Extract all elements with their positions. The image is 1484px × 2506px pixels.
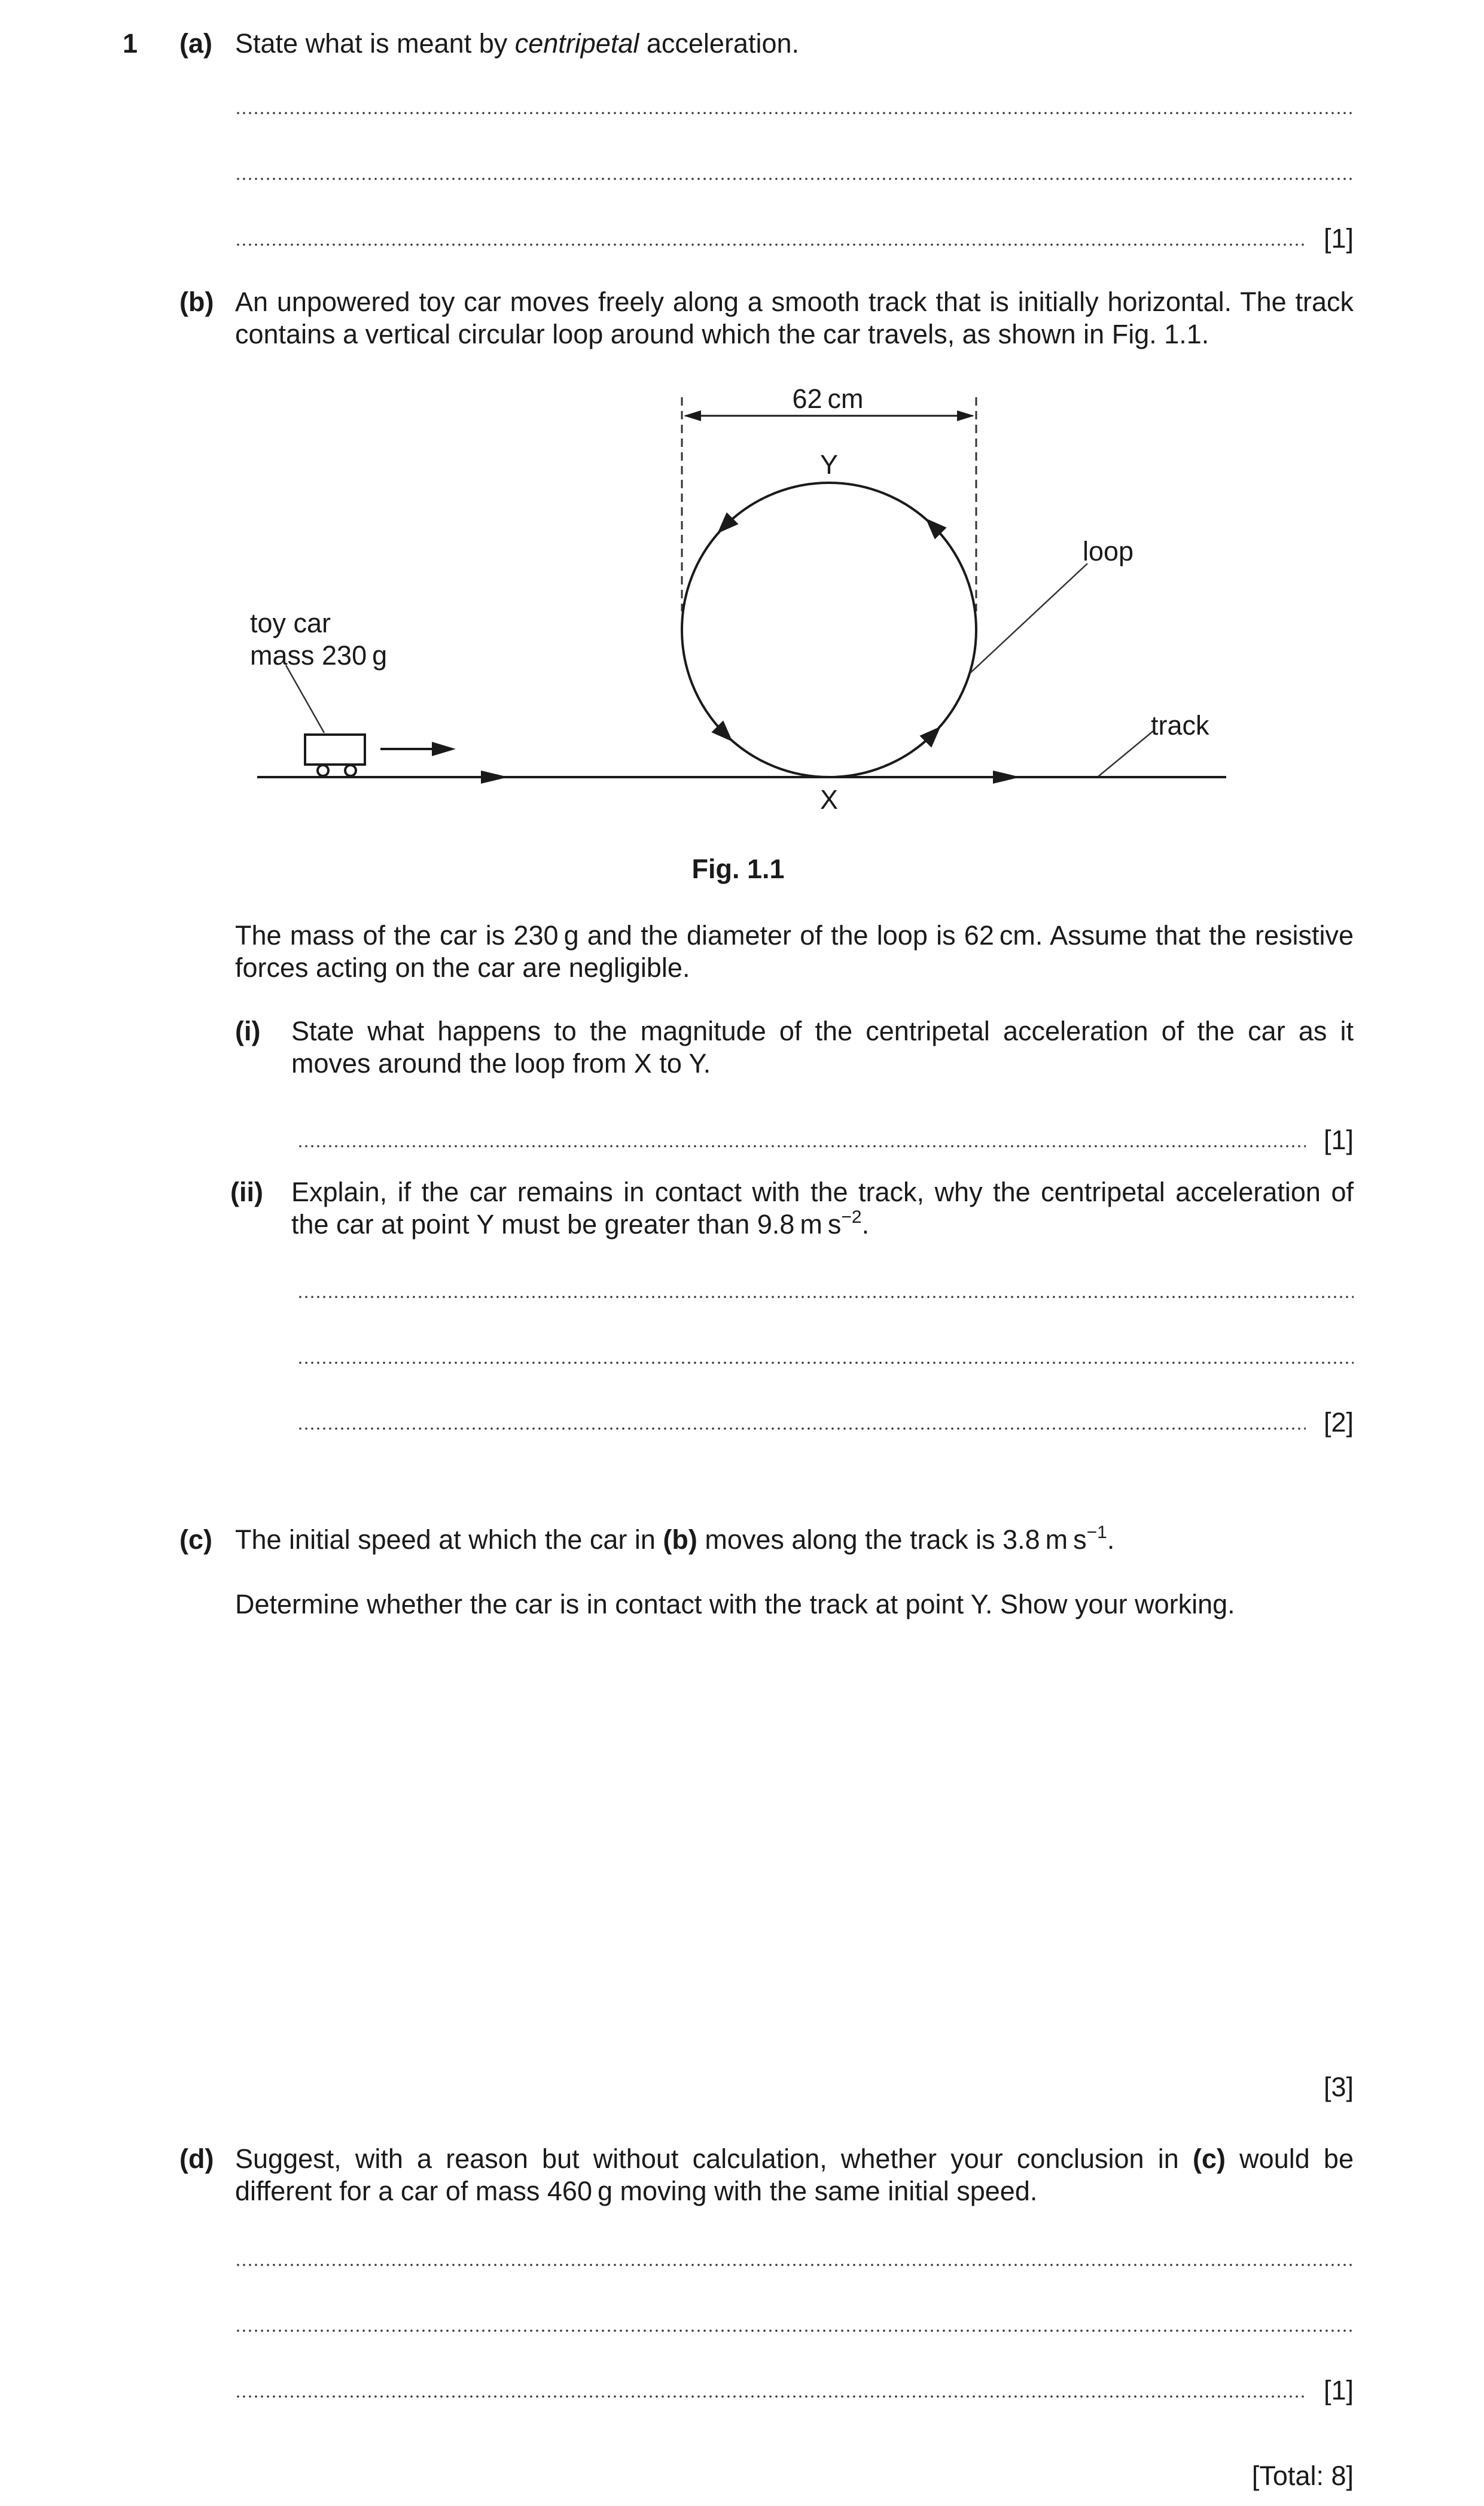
answer-line-bii2[interactable] <box>297 1361 1354 1365</box>
diameter-arrowhead-right <box>957 410 974 421</box>
part-b-ii-text <box>291 1176 1354 1241</box>
part-b-ii-text-main: Explain, if the car remains in contact with the track, why the centripetal acceleration of the car at point Y must be greater than 9.8 m s <box>291 1177 1354 1240</box>
car-label-line1: toy car <box>250 608 331 638</box>
answer-line-bii1[interactable] <box>297 1295 1354 1299</box>
question-number: 1 <box>123 28 138 59</box>
part-b-ii-marks: [2] <box>1323 1407 1354 1438</box>
part-d-line1-post: would be <box>1225 2143 1354 2174</box>
total-marks: [Total: 8] <box>1251 2461 1354 2491</box>
part-b-i-text: State what happens to the magnitude of the centripetal acceleration of the car as it moves around the loop from X to Y. <box>291 1016 1354 1079</box>
label-x: X <box>819 784 839 815</box>
answer-line-bi1[interactable] <box>297 1144 1306 1148</box>
track-label: track <box>1151 710 1209 741</box>
part-b-text: An unpowered toy car moves freely along a smooth track that is initially horizontal. The track contains a vertical circular loop around which the car travels, as shown in Fig. 1.1. <box>235 287 1354 349</box>
part-c-text-pre: The initial speed at which the car in <box>235 1524 663 1555</box>
figure-caption: Fig. 1.1 <box>691 854 785 884</box>
part-c-label: (c) <box>179 1524 212 1555</box>
answer-line-d1[interactable] <box>235 2263 1354 2267</box>
track-arrow-right <box>993 771 1020 784</box>
part-b-label: (b) <box>179 287 214 317</box>
part-d-line1-ref: (c) <box>1192 2143 1226 2174</box>
part-a-label: (a) <box>179 28 212 59</box>
part-a-text-pre: State what is meant by <box>235 28 515 59</box>
diameter-arrowhead-left <box>684 410 701 421</box>
loop-label: loop <box>1083 536 1134 567</box>
working-space-c[interactable] <box>235 1639 1354 2058</box>
part-c-text-ref: (b) <box>663 1524 697 1555</box>
part-a-text-em: centripetal <box>514 28 639 59</box>
part-d-marks: [1] <box>1323 2375 1354 2405</box>
loop-leader-line <box>970 564 1087 673</box>
part-b-i-label: (i) <box>235 1016 261 1046</box>
part-b-i-marks: [1] <box>1323 1125 1354 1155</box>
part-b-ii-text-sup: −2 <box>841 1207 862 1227</box>
part-d-line1 <box>235 2143 1354 2175</box>
toy-car-wheel-right <box>345 765 356 776</box>
toy-car-body <box>305 735 365 765</box>
car-motion-arrowhead <box>432 742 456 756</box>
part-c-text-sup: −1 <box>1086 1523 1107 1542</box>
part-a-marks: [1] <box>1323 223 1354 254</box>
track-leader-line <box>1098 731 1153 777</box>
answer-line-d2[interactable] <box>235 2329 1354 2333</box>
part-a-text-post: acceleration. <box>639 28 800 59</box>
part-c-text-post: moves along the track is 3.8 m s <box>697 1524 1087 1555</box>
part-d-line1-pre: Suggest, with a reason but without calculation, whether your conclusion in <box>235 2143 1193 2174</box>
part-c-text2: Determine whether the car is in contact with the track at point Y. Show your working. <box>235 1589 1235 1619</box>
part-c-text-end: . <box>1107 1524 1115 1555</box>
car-label-line2: mass 230 g <box>250 640 388 671</box>
diameter-label: 62 cm <box>792 383 864 414</box>
part-d-label: (d) <box>179 2143 214 2174</box>
part-c-text <box>235 1524 1114 1556</box>
part-b-ii-text-end: . <box>861 1209 870 1240</box>
part-b-ii-label: (ii) <box>230 1177 263 1207</box>
part-b-info: The mass of the car is 230 g and the diameter of the loop is 62 cm. Assume that the resistive forces acting on the car are negligible. <box>235 920 1354 983</box>
toy-car-wheel-left <box>318 765 328 776</box>
answer-line-bii3[interactable] <box>297 1427 1306 1430</box>
label-y: Y <box>819 449 839 480</box>
figure-loop-track <box>0 0 1484 897</box>
track-arrow-left <box>481 771 508 784</box>
car-leader-line <box>286 665 324 733</box>
part-d-line2: different for a car of mass 460 g moving with the same initial speed. <box>235 2176 1038 2206</box>
part-c-marks: [3] <box>1323 2072 1354 2102</box>
answer-line-d3[interactable] <box>235 2395 1306 2398</box>
